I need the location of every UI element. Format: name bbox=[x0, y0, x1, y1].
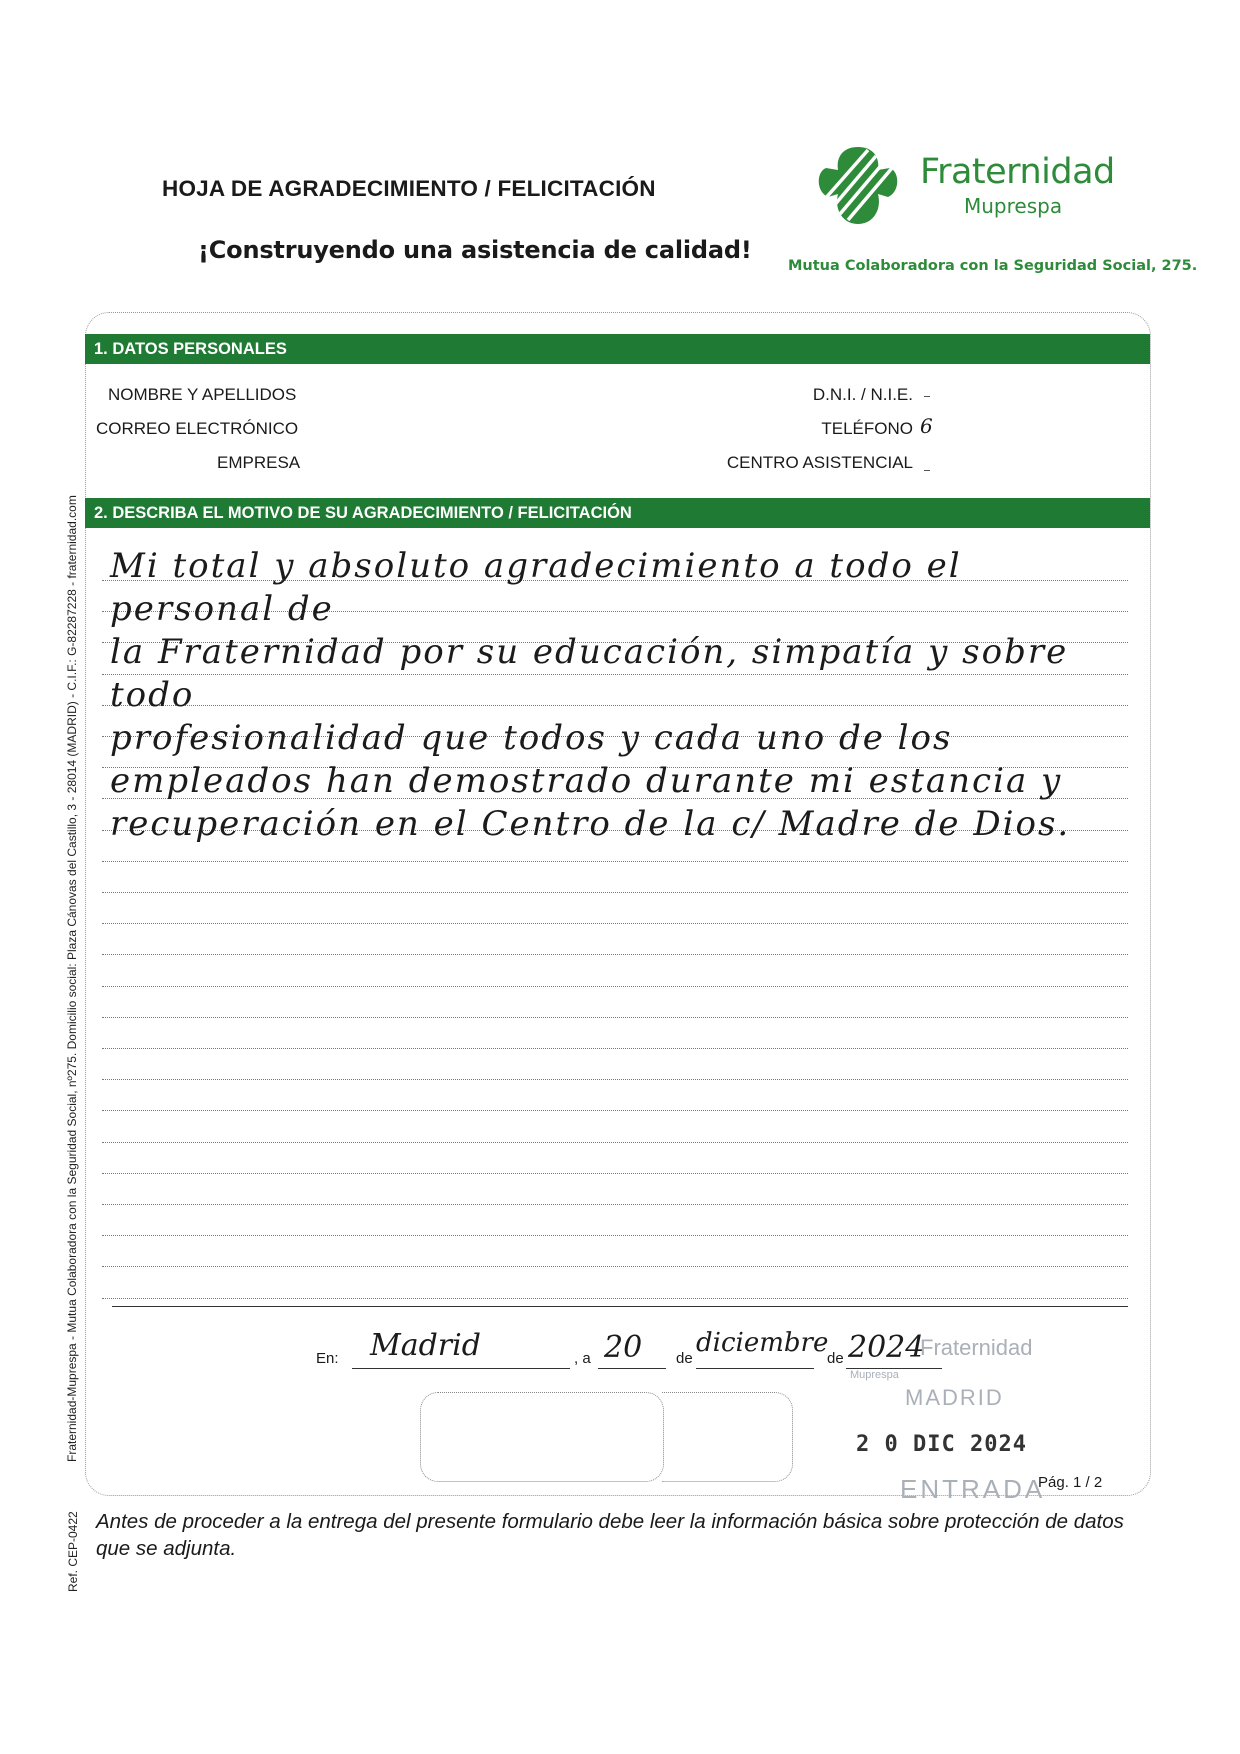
data-protection-note: Antes de proceder a la entrega del presente formulario debe leer la información básica sobre protección de datos que se adjunta. bbox=[96, 1510, 1124, 1560]
handwriting-line: empleados han demostrado durante mi estancia y bbox=[110, 761, 1063, 801]
label-empresa: EMPRESA bbox=[217, 453, 301, 472]
city-field[interactable] bbox=[352, 1328, 570, 1369]
label-en: En: bbox=[316, 1350, 339, 1367]
handwriting-line: profesionalidad que todos y cada uno de los bbox=[110, 718, 953, 758]
month-field[interactable] bbox=[696, 1328, 829, 1369]
writing-line bbox=[102, 1266, 1128, 1267]
signature-box-left[interactable] bbox=[420, 1392, 664, 1482]
day-value: 20 bbox=[604, 1330, 643, 1365]
page-number: Pág. 1 / 2 bbox=[1038, 1474, 1103, 1491]
stamp-city: MADRID bbox=[905, 1385, 1004, 1410]
writing-line bbox=[102, 954, 1128, 955]
handwriting-line: la Fraternidad por su educación, simpatía y sobre todo bbox=[110, 632, 1069, 715]
label-correo: CORREO ELECTRÓNICO bbox=[96, 419, 299, 438]
writing-line bbox=[102, 1142, 1128, 1143]
section-personal-data-heading: 1. DATOS PERSONALES bbox=[85, 334, 1150, 364]
writing-line bbox=[102, 892, 1128, 893]
label-centro: CENTRO ASISTENCIAL bbox=[726, 453, 913, 472]
month-value: diciembre bbox=[696, 1328, 829, 1358]
year-value: 2024 bbox=[848, 1330, 925, 1365]
handwriting-line: recuperación en el Centro de la c/ Madre de Dios. bbox=[110, 804, 1071, 844]
writing-line bbox=[102, 1173, 1128, 1174]
reference-code: Ref. CEP-0422 bbox=[66, 1511, 80, 1592]
brand-subname: Muprespa bbox=[964, 194, 1063, 218]
writing-line bbox=[102, 1204, 1128, 1205]
label-a: , a bbox=[574, 1350, 591, 1367]
label-nombre: NOMBRE Y APELLIDOS bbox=[108, 385, 297, 404]
writing-line bbox=[102, 1235, 1128, 1236]
day-field[interactable] bbox=[598, 1328, 666, 1369]
signature-box-right[interactable] bbox=[662, 1392, 793, 1482]
form-subtitle: ¡Construyendo una asistencia de calidad! bbox=[198, 236, 752, 264]
city-value: Madrid bbox=[370, 1328, 481, 1363]
handwritten-message[interactable] bbox=[110, 545, 1128, 846]
writing-line bbox=[102, 923, 1128, 924]
label-dni: D.N.I. / N.I.E. bbox=[812, 385, 913, 404]
label-telefono: TELÉFONO bbox=[821, 419, 913, 438]
writing-line bbox=[102, 986, 1128, 987]
stamp-date: 2 0 DIC 2024 bbox=[856, 1432, 1027, 1457]
handwriting-line: Mi total y absoluto agradecimiento a todo el personal de bbox=[110, 546, 962, 629]
writing-line bbox=[102, 1079, 1128, 1080]
writing-line bbox=[102, 1298, 1128, 1299]
fraternidad-logo-icon bbox=[818, 142, 898, 232]
telefono-field[interactable]: 6 bbox=[920, 414, 933, 438]
writing-line bbox=[102, 1110, 1128, 1111]
writing-line bbox=[102, 1048, 1128, 1049]
mutua-text: Mutua Colaboradora con la Seguridad Social, 275. bbox=[788, 258, 1198, 274]
stamp-brand: Fraternidad bbox=[920, 1335, 1033, 1360]
side-legal-text: Fraternidad-Muprespa - Mutua Colaboradora con la Seguridad Social, nº275. Domicilio social: Plaza Cánovas del Castillo, 3 - 28014 (MADRID) - C.I.F.: G-82287228 - fraternidad.com bbox=[65, 495, 79, 1462]
writing-line bbox=[102, 861, 1128, 862]
form-title: HOJA DE AGRADECIMIENTO / FELICITACIÓN bbox=[162, 176, 656, 201]
dni-field[interactable] bbox=[924, 396, 930, 397]
centro-field[interactable] bbox=[924, 470, 930, 471]
stamp-entrada: ENTRADA bbox=[900, 1474, 1046, 1504]
writing-line bbox=[102, 1017, 1128, 1018]
label-de-1: de bbox=[676, 1350, 693, 1367]
stamp-sub: Muprespa bbox=[850, 1369, 899, 1381]
section-bottom-line bbox=[112, 1306, 1128, 1307]
brand-name: Fraternidad bbox=[920, 152, 1115, 192]
label-de-2: de bbox=[827, 1350, 844, 1367]
section-reason-heading: 2. DESCRIBA EL MOTIVO DE SU AGRADECIMIENTO / FELICITACIÓN bbox=[85, 498, 1150, 528]
